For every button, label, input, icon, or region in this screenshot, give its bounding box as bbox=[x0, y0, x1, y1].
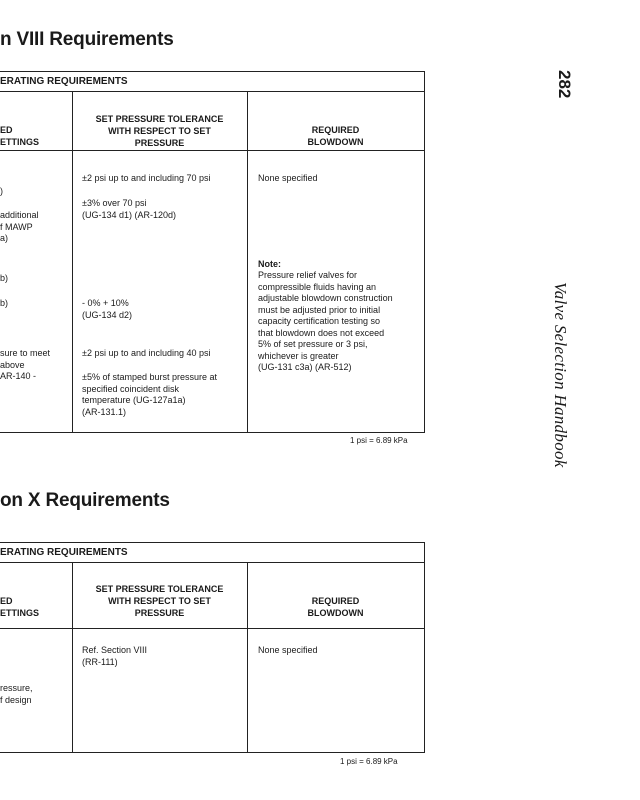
col1-fragment: ) bbox=[0, 186, 3, 196]
header-required-blowdown: REQUIRED BLOWDOWN bbox=[307, 596, 364, 618]
tolerance-entry: - 0% + 10% (UG-134 d2) bbox=[82, 298, 133, 320]
tolerance-entry: ±5% of stamped burst pressure at specified coincident disk temperature (UG-127a1a) (AR-131.1) bbox=[82, 372, 218, 417]
section-viii-table bbox=[0, 71, 425, 433]
header-set-pressure-tolerance: SET PRESSURE TOLERANCE WITH RESPECT TO SET PRESSURE bbox=[95, 584, 224, 618]
col1-fragment: b) bbox=[0, 298, 9, 308]
table-title: ERATING REQUIREMENTS bbox=[0, 72, 424, 92]
unit-conversion: 1 psi = 6.89 kPa bbox=[340, 757, 398, 766]
header-col1: ED ETTINGS bbox=[0, 125, 40, 147]
col1-fragment: b) bbox=[0, 273, 9, 283]
unit-conversion: 1 psi = 6.89 kPa bbox=[350, 436, 408, 445]
col1-fragment: ressure, f design bbox=[0, 683, 33, 705]
tolerance-entry: Ref. Section VIII (RR-111) bbox=[82, 645, 148, 667]
section-x-table bbox=[0, 542, 425, 753]
note-label: Note: bbox=[258, 259, 281, 269]
blowdown-entry: None specified bbox=[258, 173, 318, 183]
section-viii-heading: n VIII Requirements bbox=[0, 29, 174, 50]
header-set-pressure-tolerance: SET PRESSURE TOLERANCE WITH RESPECT TO SET PRESSURE bbox=[95, 114, 224, 148]
tolerance-entry: ±3% over 70 psi (UG-134 d1) (AR-120d) bbox=[82, 198, 177, 220]
column-divider bbox=[247, 562, 248, 752]
section-x-heading: on X Requirements bbox=[0, 490, 170, 511]
blowdown-entry: None specified bbox=[258, 645, 318, 655]
table-title: ERATING REQUIREMENTS bbox=[0, 543, 424, 563]
note-text: Pressure relief valves for compressible fluids having an adjustable blowdown construction must be adjusted prior to initial capacity certification testing so that blowdown does not exceed 5% of set pressure or 3 psi, whichever is greater (UG-131 c3a) (AR-512) bbox=[258, 270, 393, 372]
col1-fragment: sure to meet above AR-140 - bbox=[0, 348, 51, 381]
tolerance-entry: ±2 psi up to and including 40 psi bbox=[82, 348, 211, 358]
header-col1: ED ETTINGS bbox=[0, 596, 40, 618]
tolerance-entry: ±2 psi up to and including 70 psi bbox=[82, 173, 211, 183]
page-number: 282 bbox=[555, 70, 574, 99]
col1-fragment: additional f MAWP a) bbox=[0, 210, 39, 243]
header-required-blowdown: REQUIRED BLOWDOWN bbox=[307, 125, 364, 147]
running-title: Valve Selection Handbook bbox=[551, 282, 570, 468]
